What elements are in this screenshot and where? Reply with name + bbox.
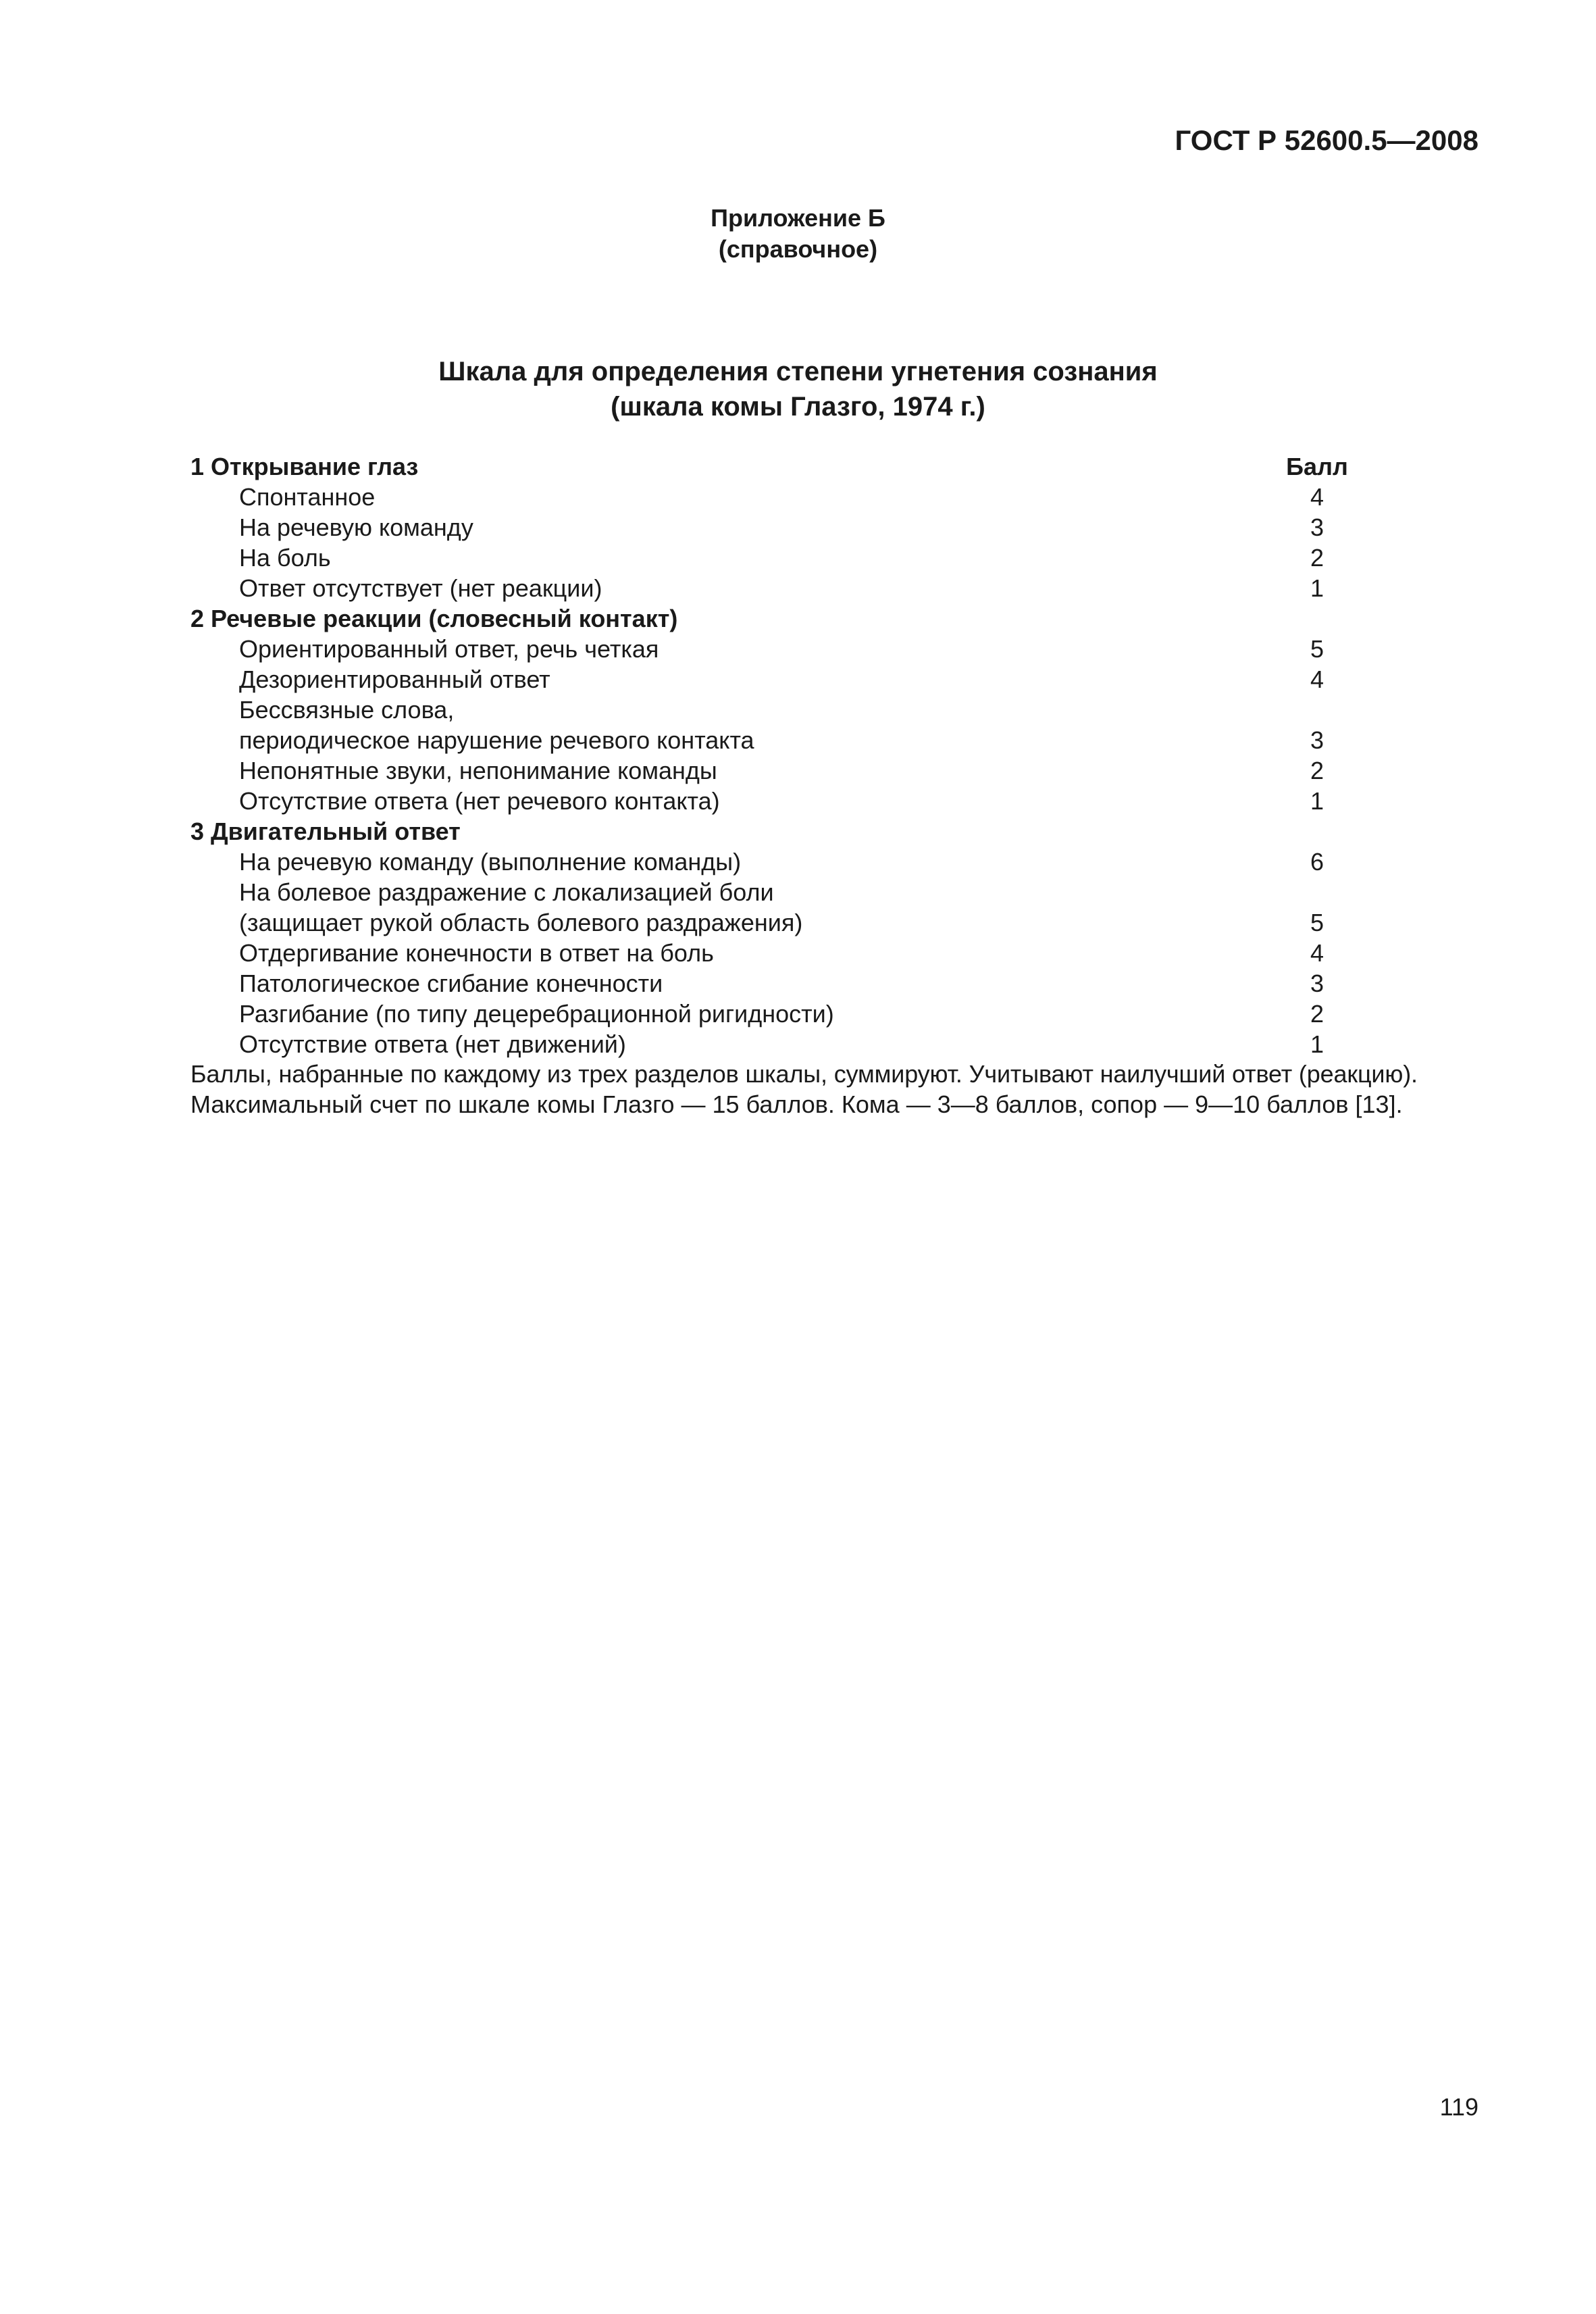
item-label: На речевую команду (выполнение команды) [239,848,742,876]
item-label: Ответ отсутствует (нет реакции) [239,574,602,602]
item-label: Непонятные звуки, непонимание команды [239,757,717,784]
note-maximum: Максимальный счет по шкале комы Глазго — 15 баллов. Кома — 3—8 баллов, сопор — 9—10 баллов [13]. [190,1090,1403,1118]
item-score: 1 [1310,1030,1324,1058]
item-score: 5 [1310,635,1324,663]
item-label: Патологическое сгибание конечности [239,970,663,997]
score-column-header: Балл [1286,453,1348,480]
item-label: Ориентированный ответ, речь четкая [239,635,659,663]
item-score: 4 [1310,939,1324,967]
scale-subtitle: (шкала комы Глазго, 1974 г.) [611,392,985,422]
note-scoring: Баллы, набранные по каждому из трех разделов шкалы, суммируют. Учитывают наилучший ответ (реакцию). [190,1060,1418,1088]
item-label: Спонтанное [239,483,376,511]
section-heading: 1 Открывание глаз [190,453,419,480]
section-heading: 3 Двигательный ответ [190,818,461,845]
scale-item-row [190,573,1358,603]
item-label: (защищает рукой область болевого раздражения) [239,909,803,936]
scale-item-row [190,847,1358,877]
annex-type: (справочное) [718,235,878,263]
item-label: Дезориентированный ответ [239,665,550,693]
section-heading-row [190,603,1358,634]
scale-item-row [190,664,1358,695]
item-label: Разгибание (по типу децеребрационной ригидности) [239,1000,834,1028]
item-label: периодическое нарушение речевого контакта [239,726,754,754]
scale-item-row [190,999,1358,1029]
scale-item-row [190,634,1358,664]
annex-title: Приложение Б [711,204,885,232]
scale-item-row [190,968,1358,999]
item-score: 3 [1310,726,1324,754]
scale-item-row [190,877,1358,907]
item-score: 5 [1310,909,1324,936]
item-score: 4 [1310,483,1324,511]
scale-item-row [190,755,1358,786]
scale-item-row [190,725,1358,755]
scale-item-row [190,543,1358,573]
item-label: На болевое раздражение с локализацией боли [239,878,774,906]
item-score: 1 [1310,787,1324,815]
scale-item-row [190,786,1358,816]
item-score: 2 [1310,757,1324,784]
scale-item-row [190,512,1358,543]
scale-item-row [190,938,1358,968]
item-label: На боль [239,544,331,572]
item-score: 2 [1310,544,1324,572]
document-code: ГОСТ Р 52600.5—2008 [1175,124,1478,156]
item-score: 1 [1310,574,1324,602]
item-label: Отсутствие ответа (нет движений) [239,1030,626,1058]
item-label: На речевую команду [239,513,473,541]
item-score: 6 [1310,848,1324,876]
section-heading-row [190,451,1358,482]
scale-item-row [190,1029,1358,1059]
item-label: Отсутствие ответа (нет речевого контакта) [239,787,720,815]
item-label: Отдергивание конечности в ответ на боль [239,939,714,967]
page-number: 119 [1439,2093,1478,2121]
scale-item-row [190,482,1358,512]
item-score: 4 [1310,665,1324,693]
section-heading: 2 Речевые реакции (словесный контакт) [190,605,678,632]
section-heading-row [190,816,1358,847]
item-score: 2 [1310,1000,1324,1028]
scale-item-row [190,907,1358,938]
scale-item-row [190,695,1358,725]
scale-title: Шкала для определения степени угнетения сознания [438,357,1158,386]
item-score: 3 [1310,970,1324,997]
glasgow-scale-list [190,451,1358,1059]
item-label: Бессвязные слова, [239,696,455,724]
item-score: 3 [1310,513,1324,541]
